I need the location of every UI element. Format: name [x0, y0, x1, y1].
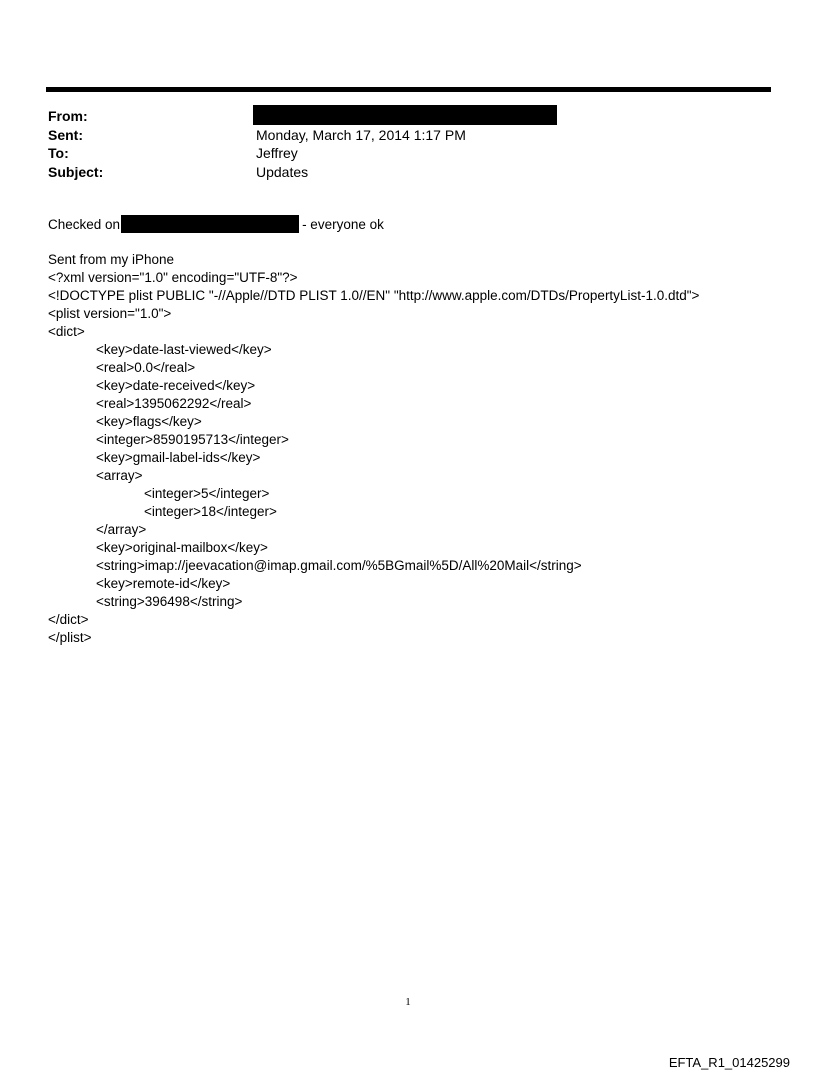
checked-prefix: Checked on [48, 217, 121, 232]
header-divider [46, 87, 771, 92]
xml-line: </dict> [48, 612, 89, 627]
to-row [48, 144, 768, 163]
checked-suffix: - everyone ok [302, 217, 384, 232]
blank-line [48, 233, 768, 251]
email-header [48, 107, 768, 181]
xml-line: <!DOCTYPE plist PUBLIC "-//Apple//DTD PLIST 1.0//EN" "http://www.apple.com/DTDs/PropertyList-1.0.dtd"> [48, 288, 700, 303]
email-body [48, 215, 768, 647]
xml-line: <real>1395062292</real> [96, 396, 252, 411]
xml-line: <array> [96, 468, 143, 483]
bates-number: EFTA_R1_01425299 [668, 1055, 790, 1070]
page-number: 1 [405, 996, 411, 1008]
sent-label: Sent: [48, 126, 83, 143]
xml-line: <key>gmail-label-ids</key> [96, 450, 261, 465]
from-label: From: [48, 108, 88, 124]
xml-line: <integer>8590195713</integer> [96, 432, 289, 447]
xml-line: <integer>18</integer> [144, 504, 277, 519]
xml-line: <key>remote-id</key> [96, 576, 231, 591]
xml-line: <key>date-last-viewed</key> [96, 342, 272, 357]
xml-line: <key>date-received</key> [96, 378, 256, 393]
to-label: To: [48, 145, 69, 161]
subject-value: Updates [256, 163, 309, 180]
signature-line: Sent from my iPhone [48, 252, 175, 267]
subject-row [48, 163, 768, 182]
xml-line: <plist version="1.0"> [48, 306, 172, 321]
xml-line: <string>396498</string> [96, 594, 243, 609]
xml-line: </plist> [48, 630, 92, 645]
xml-line: <?xml version="1.0" encoding="UTF-8"?> [48, 270, 298, 285]
xml-line: <real>0.0</real> [96, 360, 196, 375]
xml-line: <dict> [48, 324, 85, 339]
xml-line: <integer>5</integer> [144, 486, 270, 501]
checked-line [48, 215, 768, 233]
xml-line: </array> [96, 522, 147, 537]
sent-row [48, 126, 768, 145]
from-row [48, 107, 768, 126]
xml-line: <string>imap://jeevacation@imap.gmail.com/%5BGmail%5D/All%20Mail</string> [96, 558, 582, 573]
sent-value: Monday, March 17, 2014 1:17 PM [256, 126, 466, 143]
from-redaction [253, 105, 557, 125]
xml-line: <key>flags</key> [96, 414, 202, 429]
subject-label: Subject: [48, 163, 104, 180]
checked-redaction [121, 215, 299, 233]
xml-line: <key>original-mailbox</key> [96, 540, 268, 555]
to-value: Jeffrey [256, 145, 298, 161]
